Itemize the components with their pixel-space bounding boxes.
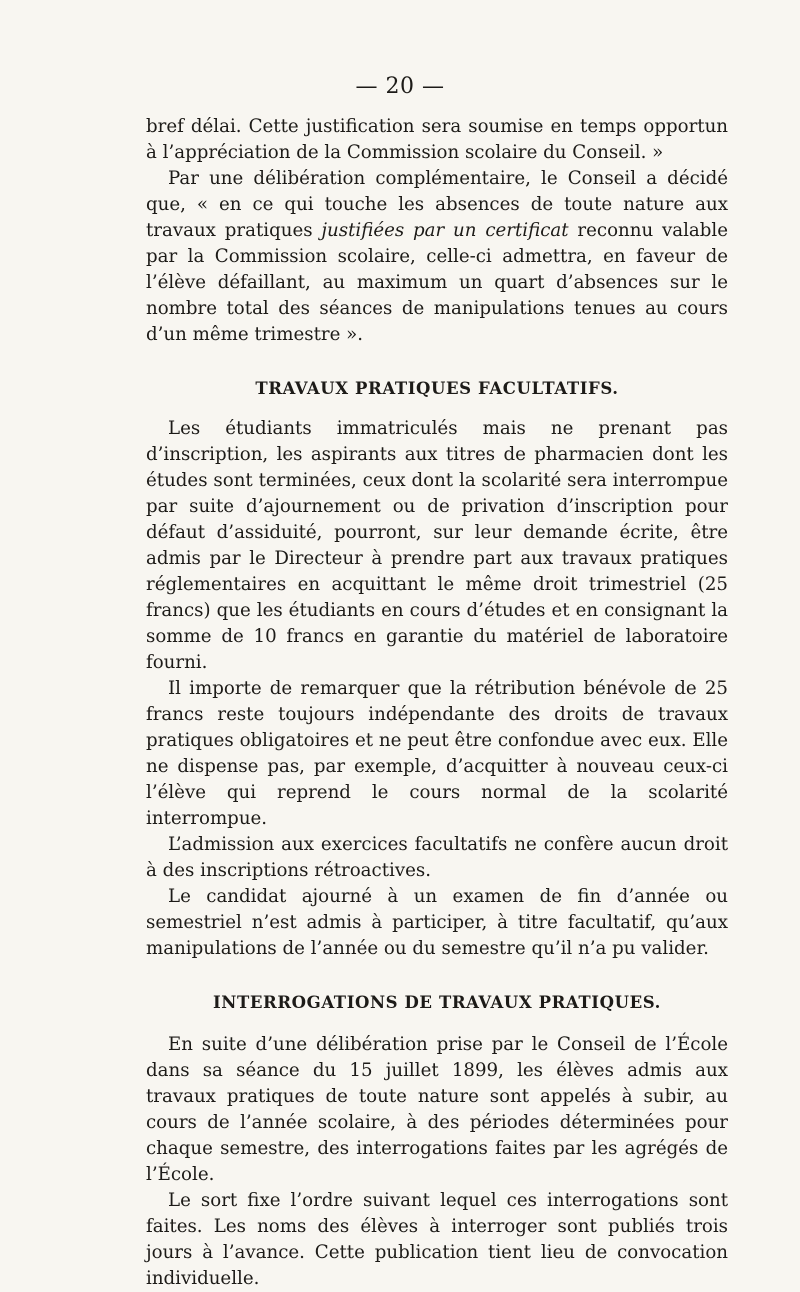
- paragraph-complementary-deliberation: [146, 166, 728, 348]
- page-body: [146, 114, 728, 1292]
- paragraph-text: reconnu valable par la Commission scolaire, celle-ci admettra, en faveur de l’élève défaillant, au maximum un quart d’absences sur le nombre total des séances de manipulations tenues au cours d’un même trimestre ».: [146, 220, 728, 345]
- paragraph-order: Le sort fixe l’ordre suivant lequel ces interrogations sont faites. Les noms des élèves à interroger sont publiés trois jours à l’avance. Cette publication tient lieu de convocation individuelle.: [146, 1190, 728, 1289]
- paragraph-candidate: Le candidat ajourné à un examen de fin d’année ou semestriel n’est admis à participer, à titre facultatif, qu’aux manipulations de l’année ou du semestre qu’il n’a pu valider.: [146, 886, 728, 959]
- paragraph-students: Les étudiants immatriculés mais ne prenant pas d’inscription, les aspirants aux titres de pharmacien dont les études sont terminées, ceux dont la scolarité sera interrompue par suite d’ajournement ou de privation d’inscription pour défaut d’assiduité, pourront, sur leur demande écrite, être admis par le Directeur à prendre part aux travaux pratiques réglementaires en acquittant le même droit trimestriel (25 francs) que les étudiants en cours d’études et en consignant la somme de 10 francs en garantie du matériel de laboratoire fourni.: [146, 418, 728, 673]
- page-number: — 20 —: [355, 74, 445, 99]
- paragraph-text: Par une délibération complémentaire, le Conseil a décidé que, « en ce qui touche les absences de toute nature aux travaux pratiques: [146, 168, 728, 241]
- paragraph-deliberation-1899: En suite d’une délibération prise par le Conseil de l’École dans sa séance du 15 juillet 1899, les élèves admis aux travaux pratiques de toute nature sont appelés à subir, au cours de l’année scolaire, à des périodes déterminées pour chaque semestre, des interrogations faites par les agrégés de l’École.: [146, 1034, 728, 1185]
- italic-phrase: justifiées par un certificat: [321, 220, 569, 241]
- section-heading-travaux-facultatifs: TRAVAUX PRATIQUES FACULTATIFS.: [255, 379, 619, 398]
- paragraph-retribution: Il importe de remarquer que la rétribution bénévole de 25 francs reste toujours indépendante des droits de travaux pratiques obligatoires et ne peut être confondue avec eux. Elle ne dispense pas, par exemple, d’acquitter à nouveau ceux-ci l’élève qui reprend le cours normal de la scolarité interrompue.: [146, 678, 728, 829]
- paragraph-continuation: bref délai. Cette justification sera soumise en temps opportun à l’appréciation de la Commission scolaire du Conseil. »: [146, 116, 728, 163]
- paragraph-admission: L’admission aux exercices facultatifs ne confère aucun droit à des inscriptions rétroactives.: [146, 834, 728, 881]
- section-heading-interrogations: INTERROGATIONS DE TRAVAUX PRATIQUES.: [212, 993, 662, 1012]
